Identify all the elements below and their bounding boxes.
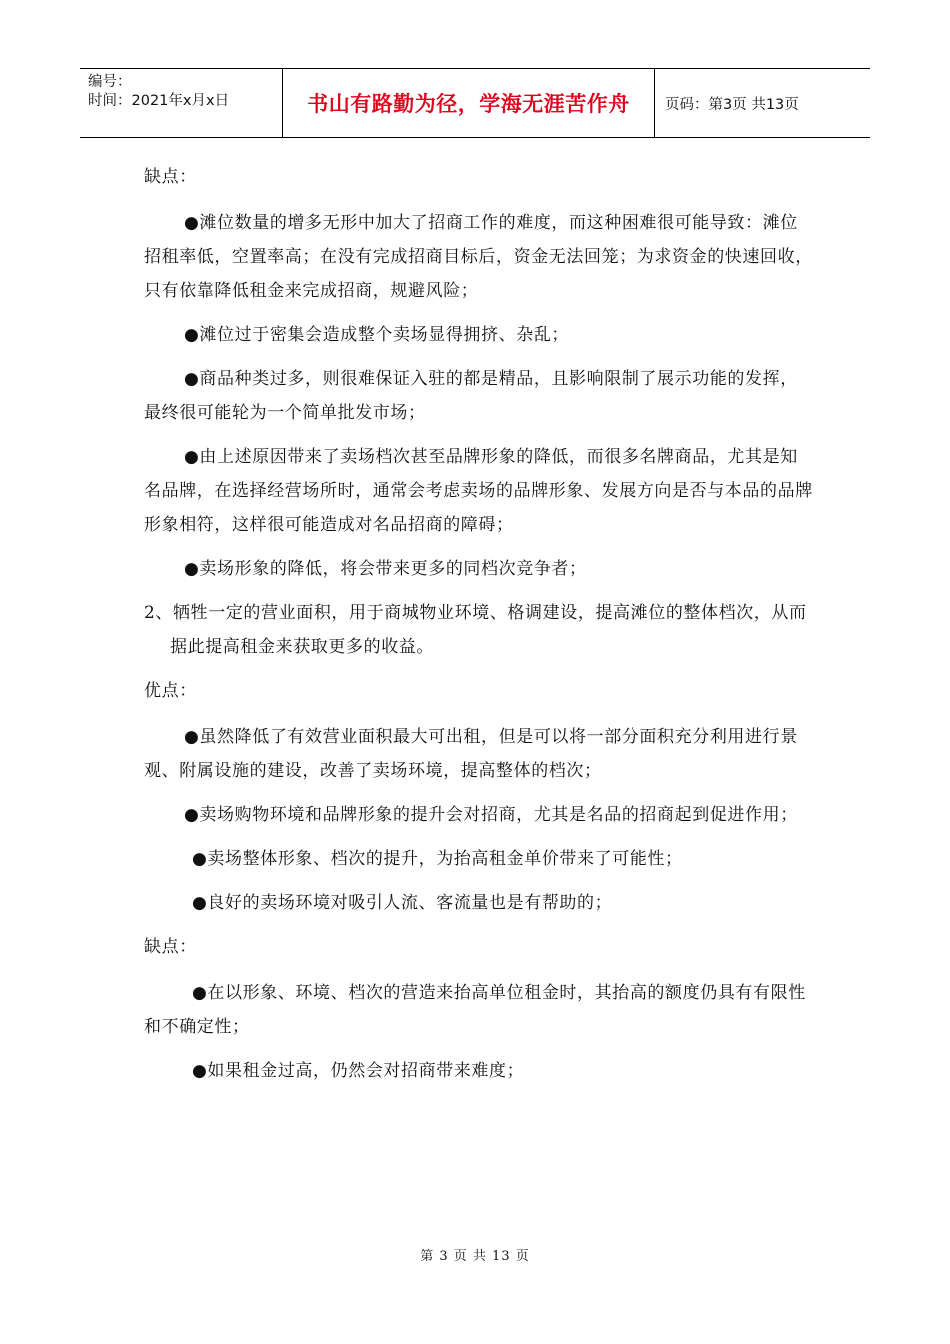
page-footer: 第 3 页 共 13 页 [420, 1249, 530, 1264]
bullet-paragraph: ●卖场形象的降低，将会带来更多的同档次竞争者； [184, 559, 587, 579]
bullet-paragraph: ●卖场整体形象、档次的提升，为抬高租金单价带来了可能性； [192, 849, 683, 869]
disadvantages-heading: 缺点： [144, 167, 197, 187]
bullet-paragraph: ●虽然降低了有效营业面积最大可出租，但是可以将一部分面积充分利用进行景观、附属设施的建设，改善了卖场环境，提高整体的档次； [144, 727, 798, 781]
disadvantages-heading: 缺点： [144, 937, 197, 957]
bullet-paragraph: ●滩位过于密集会造成整个卖场显得拥挤、杂乱； [184, 325, 570, 345]
bullet-paragraph: ●滩位数量的增多无形中加大了招商工作的难度，而这种困难很可能导致：滩位招租率低，空置率高；在没有完成招商目标后，资金无法回笼；为求资金的快速回收，只有依靠降低租金来完成招商，规避风险； [144, 213, 813, 301]
header-meta [80, 69, 283, 137]
document-number-label: 编号： [88, 74, 132, 90]
page-header [80, 68, 870, 138]
bullet-paragraph: ●如果租金过高，仍然会对招商带来难度； [192, 1061, 525, 1081]
bullet-paragraph: ●由上述原因带来了卖场档次甚至品牌形象的降低，而很多名牌商品，尤其是知名品牌，在选择经营场所时，通常会考虑卖场的品牌形象、发展方向是否与本品的品牌形象相符，这样很可能造成对名品招商的障碍； [144, 447, 813, 535]
numbered-point: 2、牺牲一定的营业面积，用于商城物业环境、格调建设，提高滩位的整体档次，从而据此提高租金来获取更多的收益。 [144, 603, 807, 657]
bullet-paragraph: ●商品种类过多，则很难保证入驻的都是精品，且影响限制了展示功能的发挥，最终很可能轮为一个简单批发市场； [144, 369, 798, 423]
header-page-info: 页码：第3页 共13页 [665, 96, 799, 113]
document-body [144, 160, 814, 1098]
bullet-paragraph: ●在以形象、环境、档次的营造来抬高单位租金时，其抬高的额度仍具有有限性和不确定性； [144, 983, 806, 1037]
header-motto: 书山有路勤为径，学海无涯苦作舟 [283, 69, 655, 137]
bullet-paragraph: ●良好的卖场环境对吸引人流、客流量也是有帮助的； [192, 893, 613, 913]
advantages-heading: 优点： [144, 681, 197, 701]
document-date: 时间：2021年x月x日 [88, 93, 230, 109]
bullet-paragraph: ●卖场购物环境和品牌形象的提升会对招商，尤其是名品的招商起到促进作用； [184, 805, 798, 825]
